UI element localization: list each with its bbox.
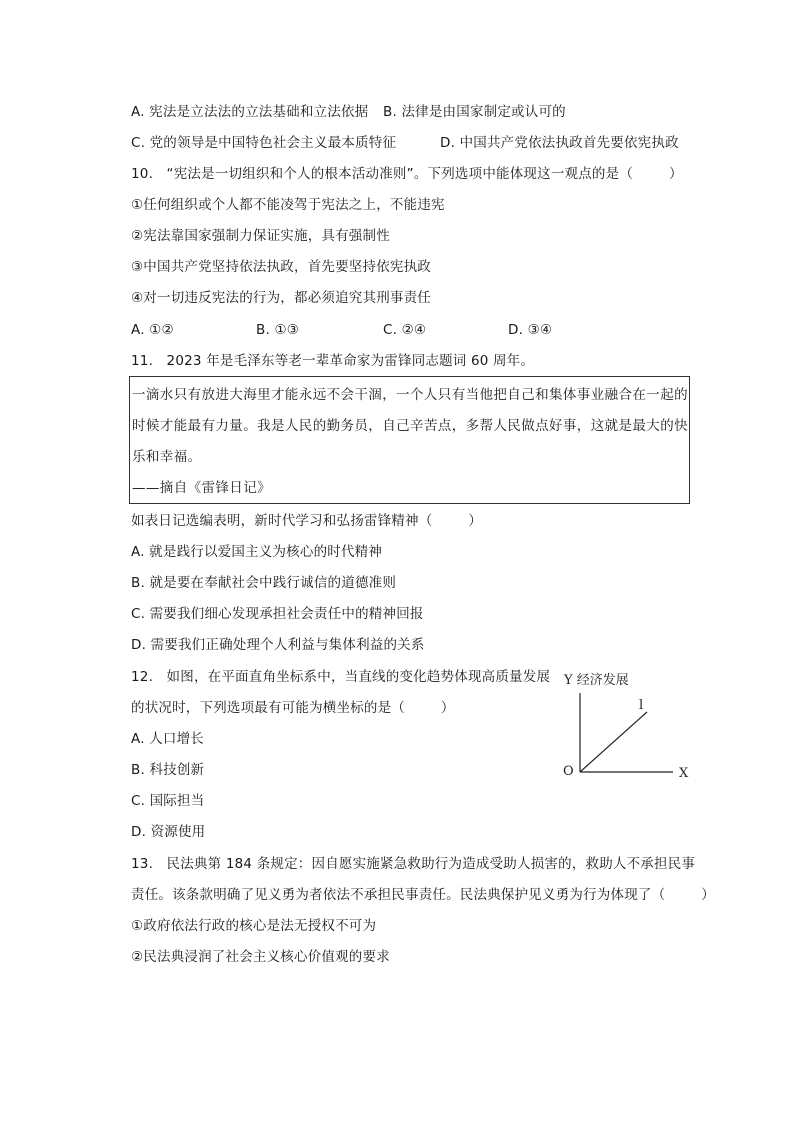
- q13-stem-line-2: 责任。该条款明确了见义勇为者依法不承担民事责任。民法典保护见义勇为行为体现了（ ）: [131, 887, 715, 903]
- q12-option-a: A. 人口增长: [131, 731, 204, 747]
- x-axis-label: X: [679, 766, 689, 781]
- q11-option-c: C. 需要我们细心发现承担社会责任中的精神回报: [131, 606, 424, 622]
- q12-stem-line-1: 12. 如图，在平面直角坐标系中，当直线的变化趋势体现高质量发展: [131, 669, 551, 685]
- q10-item-1: ①任何组织或个人都不能凌驾于宪法之上，不能违宪: [131, 197, 445, 213]
- y-axis-label: Y 经济发展: [564, 673, 629, 688]
- q12-stem-line-2: 的状况时，下列选项最有可能为横坐标的是（ ）: [131, 700, 455, 716]
- q11-stem: 11. 2023 年是毛泽东等老一辈革命家为雷锋同志题词 60 周年。: [131, 353, 535, 369]
- line-label: l: [639, 698, 644, 713]
- q9-option-d: D. 中国共产党依法执政首先要依宪执政: [440, 135, 679, 151]
- q11-quote-line-3: 乐和幸福。: [132, 449, 202, 465]
- q13-item-1: ①政府依法行政的核心是法无授权不可为: [131, 918, 377, 934]
- q10-stem: 10. “宪法是一切组织和个人的根本活动准则”。下列选项中能体现这一观点的是（ ）: [131, 166, 683, 182]
- q13-stem-line-1: 13. 民法典第 184 条规定：因自愿实施紧急救助行为造成受助人损害的，救助人不承担民事: [131, 856, 696, 872]
- q11-quote-box: [129, 376, 690, 504]
- q9-option-b: B. 法律是由国家制定或认可的: [383, 104, 566, 120]
- q10-item-3: ③中国共产党坚持依法执政，首先要坚持依宪执政: [131, 259, 432, 275]
- q9-option-c: C. 党的领导是中国特色社会主义最本质特征: [131, 135, 397, 151]
- q11-option-b: B. 就是要在奉献社会中践行诚信的道德准则: [131, 575, 397, 591]
- q11-question: 如表日记选编表明，新时代学习和弘扬雷锋精神（ ）: [131, 513, 483, 529]
- q12-coordinate-figure: [555, 665, 705, 785]
- q10-option-a: A. ①②: [131, 322, 174, 338]
- q13-item-2: ②民法典浸润了社会主义核心价值观的要求: [131, 949, 390, 965]
- q10-item-4: ④对一切违反宪法的行为，都必须追究其刑事责任: [131, 290, 432, 306]
- q10-option-b: B. ①③: [256, 322, 300, 338]
- q12-option-d: D. 资源使用: [131, 824, 206, 840]
- q11-quote-source: ——摘自《雷锋日记》: [132, 480, 271, 496]
- origin-label: O: [563, 764, 574, 779]
- q12-option-c: C. 国际担当: [131, 793, 205, 809]
- q11-option-a: A. 就是践行以爱国主义为核心的时代精神: [131, 544, 383, 560]
- q11-option-d: D. 需要我们正确处理个人利益与集体利益的关系: [131, 637, 425, 653]
- q11-quote-line-1: 一滴水只有放进大海里才能永远不会干涸，一个人只有当他把自己和集体事业融合在一起的: [132, 387, 688, 403]
- q10-item-2: ②宪法靠国家强制力保证实施，具有强制性: [131, 228, 390, 244]
- trend-line: [580, 712, 647, 772]
- q9-option-a: A. 宪法是立法法的立法基础和立法依据: [131, 104, 369, 120]
- q11-quote-line-2: 时候才能最有力量。我是人民的勤务员，自己辛苦点，多帮人民做点好事，这就是最大的快: [132, 418, 688, 434]
- q12-option-b: B. 科技创新: [131, 762, 205, 778]
- q10-option-d: D. ③④: [508, 322, 553, 338]
- q10-option-c: C. ②④: [383, 322, 427, 338]
